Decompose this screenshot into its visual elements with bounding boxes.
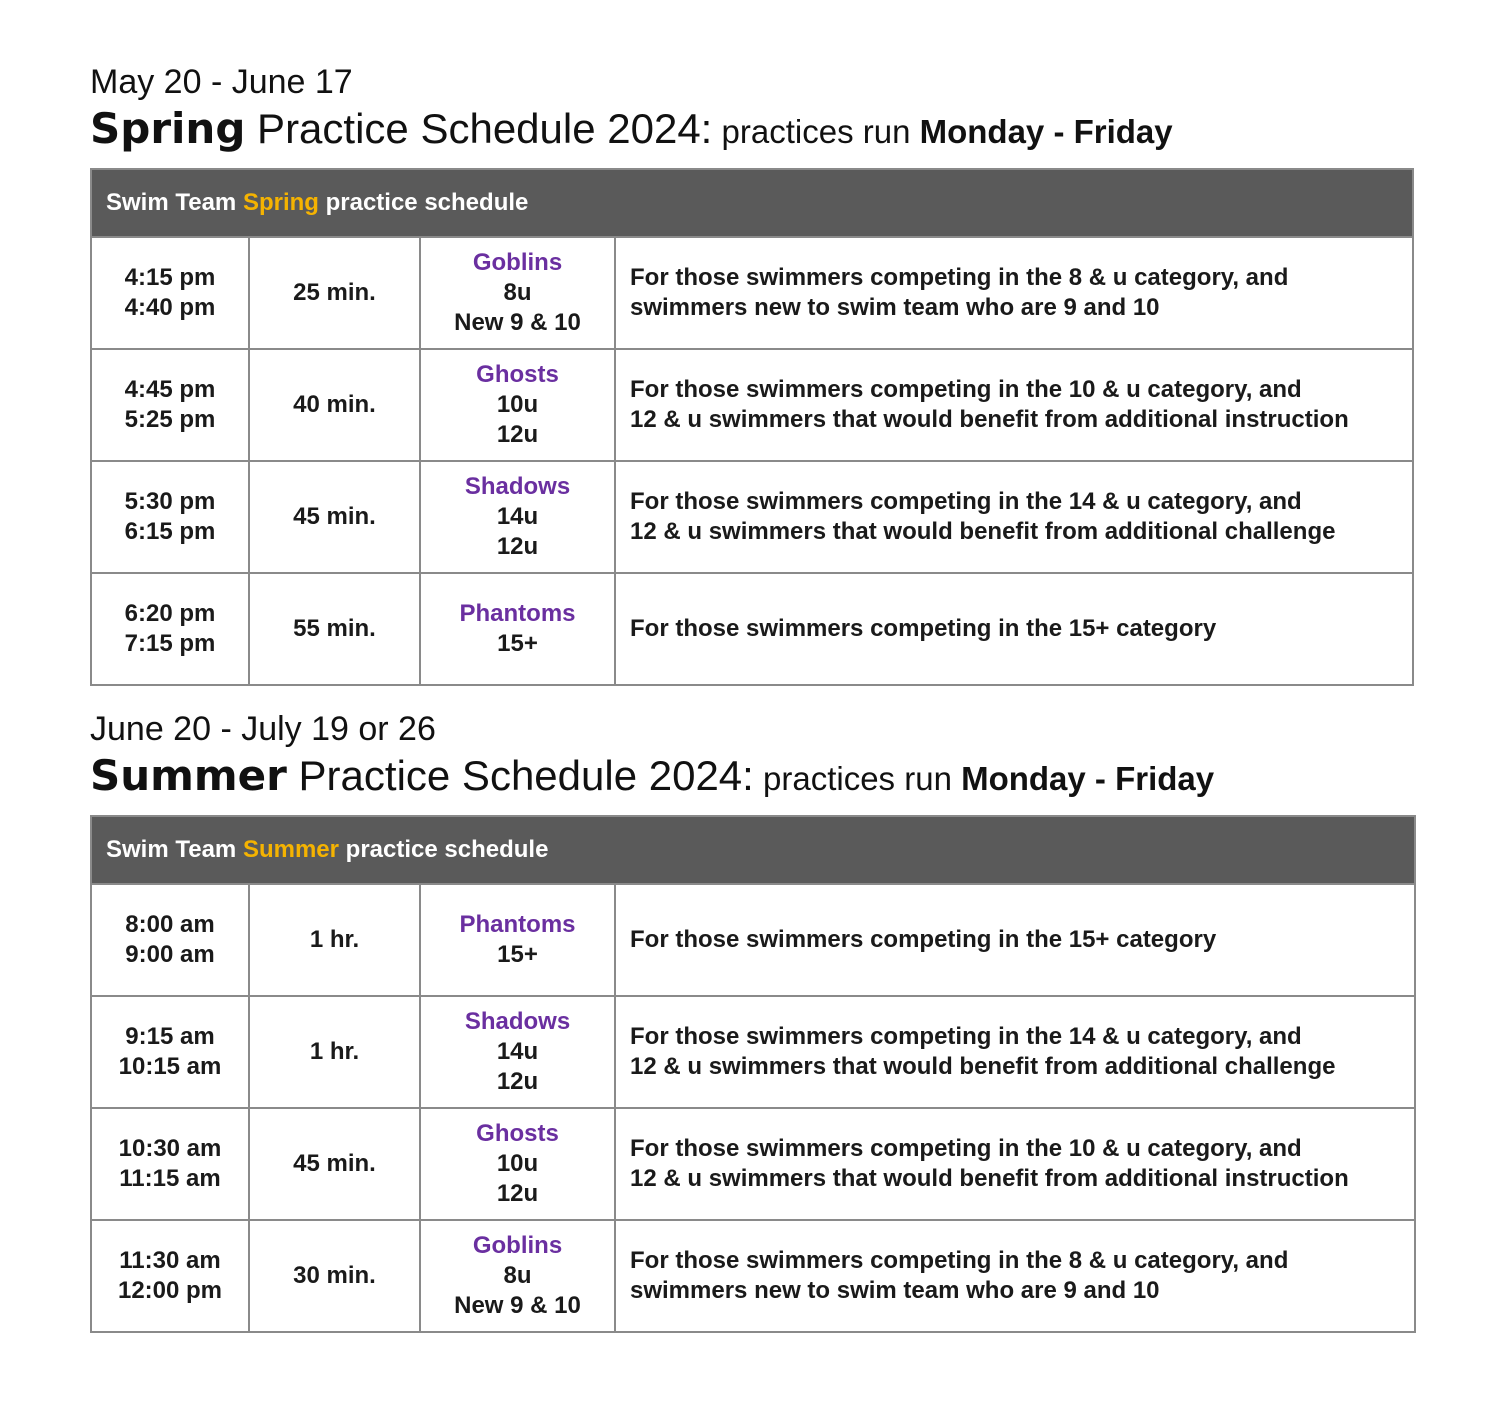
age-label: 8u — [503, 1262, 532, 1289]
description-line: 12 & u swimmers that would benefit from additional challenge — [630, 1053, 1336, 1080]
table-header-row — [91, 169, 1413, 237]
table-row — [91, 573, 1413, 685]
end-time: 9:00 am — [125, 941, 215, 968]
duration-cell: 40 min. — [249, 349, 420, 461]
group-name: Ghosts — [476, 1120, 559, 1147]
table-header-row — [91, 816, 1415, 884]
group-cell — [420, 996, 615, 1108]
table-row — [91, 461, 1413, 573]
description-line: swimmers new to swim team who are 9 and 10 — [630, 1277, 1160, 1304]
age-label: 14u — [496, 1038, 539, 1065]
summer-title-sub: practices run — [753, 760, 962, 797]
group-cell — [420, 461, 615, 573]
group-cell — [420, 573, 615, 685]
time-cell — [91, 996, 249, 1108]
table-row — [91, 1220, 1415, 1332]
description-line: For those swimmers competing in the 8 & u category, and — [630, 1247, 1289, 1274]
description-line: For those swimmers competing in the 15+ category — [630, 926, 1217, 953]
start-time: 8:00 am — [125, 911, 215, 938]
end-time: 6:15 pm — [124, 518, 216, 545]
spring-title — [90, 104, 1414, 164]
spring-title-main: Practice Schedule 2024: — [245, 105, 713, 152]
start-time: 10:30 am — [118, 1135, 222, 1162]
group-name: Goblins — [472, 249, 563, 276]
end-time: 12:00 pm — [117, 1277, 223, 1304]
description-cell — [615, 237, 1413, 349]
age-label: 15+ — [497, 630, 538, 657]
description-cell — [615, 461, 1413, 573]
start-time: 6:20 pm — [124, 600, 216, 627]
summer-title-main: Practice Schedule 2024: — [286, 752, 754, 799]
table-row — [91, 884, 1415, 996]
description-line: For those swimmers competing in the 10 & u category, and — [630, 376, 1302, 403]
spring-title-sub: practices run — [712, 113, 920, 150]
group-cell — [420, 349, 615, 461]
description-cell — [615, 996, 1415, 1108]
description-line: For those swimmers competing in the 15+ category — [630, 615, 1217, 642]
time-cell — [91, 573, 249, 685]
group-cell — [420, 884, 615, 996]
age-label: 12u — [496, 533, 539, 560]
group-name: Ghosts — [476, 361, 559, 388]
summer-title-season: Summer — [90, 751, 287, 800]
group-name: Shadows — [464, 1008, 571, 1035]
age-label: 15+ — [497, 941, 538, 968]
duration-cell: 45 min. — [249, 1108, 420, 1220]
age-label: 12u — [496, 1180, 539, 1207]
table-row — [91, 349, 1413, 461]
summer-title — [90, 751, 1416, 811]
age-label: 10u — [496, 391, 539, 418]
age-label: 8u — [503, 279, 532, 306]
group-name: Goblins — [472, 1232, 563, 1259]
time-cell — [91, 1220, 249, 1332]
description-cell — [615, 1220, 1415, 1332]
description-cell — [615, 1108, 1415, 1220]
age-label: 14u — [496, 503, 539, 530]
end-time: 4:40 pm — [124, 294, 216, 321]
description-line: 12 & u swimmers that would benefit from additional instruction — [630, 406, 1349, 433]
description-cell — [615, 573, 1413, 685]
group-name: Phantoms — [459, 911, 576, 938]
description-line: For those swimmers competing in the 8 & u category, and — [630, 264, 1289, 291]
end-time: 10:15 am — [118, 1053, 222, 1080]
spring-schedule-table — [90, 168, 1414, 686]
end-time: 5:25 pm — [124, 406, 216, 433]
group-cell — [420, 1108, 615, 1220]
summer-section — [90, 709, 1416, 1333]
group-cell — [420, 237, 615, 349]
time-cell — [91, 1108, 249, 1220]
time-cell — [91, 349, 249, 461]
start-time: 4:15 pm — [124, 264, 216, 291]
group-name: Shadows — [464, 473, 571, 500]
age-label: New 9 & 10 — [454, 309, 581, 336]
age-label: 10u — [496, 1150, 539, 1177]
description-line: 12 & u swimmers that would benefit from additional challenge — [630, 518, 1336, 545]
duration-cell: 55 min. — [249, 573, 420, 685]
duration-cell: 1 hr. — [249, 884, 420, 996]
start-time: 5:30 pm — [124, 488, 216, 515]
group-name: Phantoms — [459, 600, 576, 627]
table-header-season: Summer — [242, 836, 339, 863]
description-line: swimmers new to swim team who are 9 and 10 — [630, 294, 1160, 321]
summer-date-range: June 20 - July 19 or 26 — [90, 710, 436, 748]
age-label: New 9 & 10 — [454, 1292, 581, 1319]
time-cell — [91, 237, 249, 349]
description-cell — [615, 884, 1415, 996]
age-label: 12u — [496, 1068, 539, 1095]
spring-date-range: May 20 - June 17 — [90, 63, 353, 101]
summer-table-header — [91, 816, 1415, 884]
duration-cell: 30 min. — [249, 1220, 420, 1332]
spring-title-days: Monday - Friday — [919, 113, 1173, 150]
table-header-suffix: practice schedule — [338, 836, 549, 863]
spring-title-season: Spring — [90, 104, 246, 153]
table-header-season: Spring — [242, 189, 319, 216]
table-header-suffix: practice schedule — [318, 189, 529, 216]
spring-section — [90, 62, 1414, 686]
start-time: 11:30 am — [119, 1247, 221, 1274]
table-header-prefix: Swim Team — [106, 836, 243, 863]
summer-title-days: Monday - Friday — [961, 760, 1215, 797]
spring-table-header — [91, 169, 1413, 237]
description-line: For those swimmers competing in the 14 & u category, and — [630, 1023, 1302, 1050]
duration-cell: 1 hr. — [249, 996, 420, 1108]
start-time: 9:15 am — [125, 1023, 215, 1050]
start-time: 4:45 pm — [124, 376, 216, 403]
table-row — [91, 1108, 1415, 1220]
description-cell — [615, 349, 1413, 461]
table-header-prefix: Swim Team — [106, 189, 243, 216]
description-line: 12 & u swimmers that would benefit from additional instruction — [630, 1165, 1349, 1192]
age-label: 12u — [496, 421, 539, 448]
description-line: For those swimmers competing in the 14 & u category, and — [630, 488, 1302, 515]
summer-schedule-table — [90, 815, 1416, 1333]
duration-cell: 45 min. — [249, 461, 420, 573]
duration-cell: 25 min. — [249, 237, 420, 349]
time-cell — [91, 461, 249, 573]
time-cell — [91, 884, 249, 996]
description-line: For those swimmers competing in the 10 & u category, and — [630, 1135, 1302, 1162]
group-cell — [420, 1220, 615, 1332]
table-row — [91, 237, 1413, 349]
end-time: 7:15 pm — [124, 630, 216, 657]
end-time: 11:15 am — [119, 1165, 221, 1192]
table-row — [91, 996, 1415, 1108]
